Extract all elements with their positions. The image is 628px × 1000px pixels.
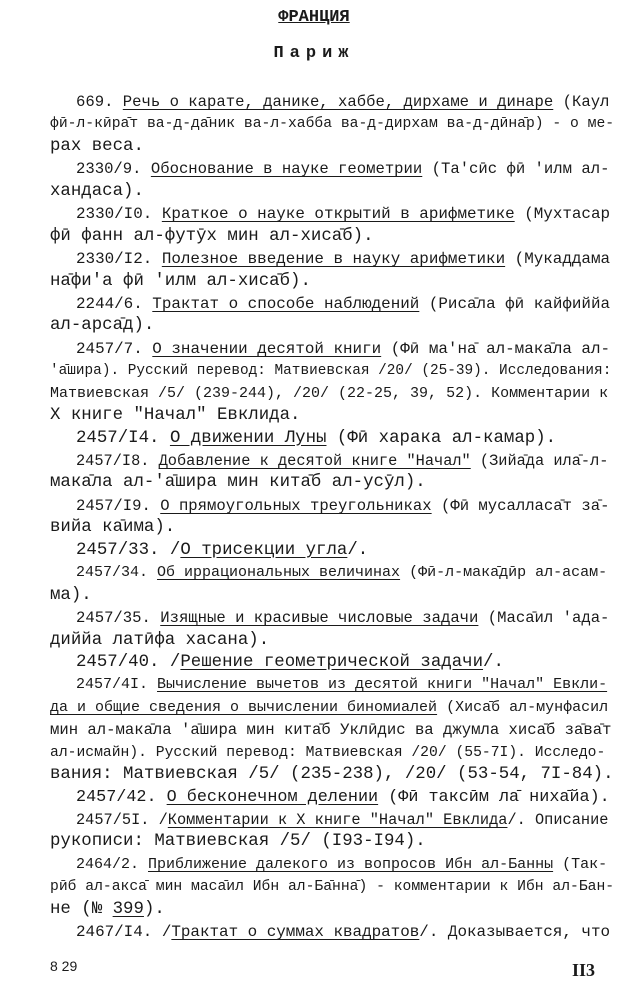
text-line: [50, 607, 616, 629]
text-fragment: 'а̄шира). Русский перевод: Матвиевская /20/ (25-39). Исследования:: [50, 363, 612, 380]
underlined-title: Полезное введение в науку арифметики: [161, 250, 506, 269]
text-line: [50, 719, 616, 741]
catalog-entry: [50, 428, 616, 450]
text-line: [50, 338, 616, 360]
text-fragment: (Та'сӣс фӣ 'илм ал-: [422, 160, 610, 179]
text-fragment: ма).: [50, 585, 92, 605]
text-line: [50, 360, 616, 382]
text-line: [50, 562, 616, 584]
text-fragment: вийа ка̄има).: [50, 518, 176, 538]
text-fragment: ).: [143, 899, 165, 919]
underlined-title: да и общие сведения о вычислении биномиалей: [50, 698, 438, 716]
text-fragment: 2464/2.: [76, 855, 149, 873]
text-line: [50, 899, 616, 921]
text-line: [50, 540, 616, 562]
text-fragment: X книге "Начал" Евклида.: [50, 406, 301, 426]
text-fragment: (Зийа̄да ила̄-л-: [470, 452, 609, 470]
text-line: [50, 697, 616, 719]
text-fragment: ал-арса̄д).: [50, 316, 155, 336]
text-line: [50, 248, 616, 270]
underlined-title: Изящные и красивые числовые задачи: [160, 609, 479, 628]
catalog-entry: [50, 921, 616, 943]
text-fragment: 2457/I9.: [76, 496, 161, 515]
text-fragment: 2330/9.: [76, 160, 151, 179]
text-line: [50, 383, 616, 405]
text-line: [50, 405, 616, 427]
text-line: [50, 450, 616, 472]
catalog-entry: [50, 293, 616, 338]
text-fragment: (Фӣ таксӣм ла̄ ниха̄йа).: [378, 787, 610, 807]
text-fragment: 2457/33. /: [76, 540, 181, 560]
text-fragment: (Маса̄ил 'ада-: [478, 609, 610, 628]
section-heading-city: Париж: [273, 44, 355, 63]
text-fragment: на̄фи'а фӣ 'илм ал-хиса̄б).: [50, 271, 311, 291]
text-fragment: 2467/I4. /: [76, 923, 172, 942]
catalog-entries: [50, 91, 616, 944]
text-line: [50, 854, 616, 876]
text-line: [50, 787, 616, 809]
underlined-title: Речь о карате, данике, хаббе, дирхаме и динаре: [122, 93, 554, 111]
text-fragment: /. Описание: [507, 811, 609, 829]
underlined-title: Трактат о способе наблюдений: [152, 294, 420, 313]
catalog-entry: [50, 248, 616, 293]
underlined-title: 399: [112, 899, 144, 919]
text-fragment: фӣ фанн ал-футӯх мин ал-хиса̄б).: [50, 226, 374, 246]
underlined-title: О движении Луны: [169, 428, 327, 448]
text-fragment: 2457/5I. /: [76, 811, 168, 829]
text-line: [50, 472, 616, 494]
text-line: [50, 495, 616, 517]
text-fragment: (Фӣ мусалласа̄т за̄-: [431, 496, 610, 515]
text-line: [50, 674, 616, 696]
text-fragment: 2457/34.: [76, 564, 158, 582]
text-fragment: (Фӣ харака ал-камар).: [326, 428, 557, 448]
text-fragment: мака̄ла ал-'а̄шира мин кита̄б ал-усӯл).: [50, 473, 426, 493]
text-line: [50, 742, 616, 764]
text-fragment: 2457/35.: [76, 609, 161, 628]
section-heading-country: ФРАНЦИЯ: [278, 8, 350, 27]
text-fragment: /.: [483, 652, 504, 672]
text-line: [50, 876, 616, 898]
text-line: [50, 831, 616, 853]
underlined-title: О трисекции угла: [180, 540, 348, 560]
text-fragment: фӣ-л-кӣра̄т ва-д-да̄ник ва-л-хабба ва-д-дирхам ва-д-дӣна̄р) - о ме-: [50, 116, 615, 133]
text-line: [50, 113, 616, 135]
text-fragment: (Хиса̄б ал-мунфасил: [437, 698, 609, 716]
text-line: [50, 921, 616, 943]
text-fragment: хандаса).: [50, 181, 144, 201]
text-line: [50, 158, 616, 180]
text-fragment: мин ал-мака̄ла 'а̄шира мин кита̄б Уклӣдис ва джумла хиса̄б за̄ва̄т: [50, 721, 612, 740]
text-fragment: 2457/40. /: [76, 652, 181, 672]
text-line: [50, 630, 616, 652]
text-fragment: Матвиевская /5/ (239-244), /20/ (22-25, 39, 52). Комментарии к: [50, 384, 609, 402]
text-fragment: (Риса̄ла фӣ кайфиййа: [419, 294, 611, 313]
page-number: II3: [572, 960, 596, 980]
catalog-entry: [50, 158, 616, 203]
text-line: [50, 226, 616, 248]
footer-signature-mark: 8 29: [50, 958, 78, 974]
text-fragment: (Мухтасар: [514, 205, 611, 224]
underlined-title: Краткое о науке открытий в арифметике: [161, 205, 515, 224]
text-line: [50, 428, 616, 450]
text-line: [50, 315, 616, 337]
text-fragment: (Фӣ ма'на̄ ал-мака̄ла ал-: [381, 339, 611, 358]
text-fragment: 2457/42.: [76, 787, 167, 807]
catalog-entry: [50, 495, 616, 540]
text-fragment: 2457/4I.: [76, 676, 158, 694]
text-line: [50, 585, 616, 607]
underlined-title: Решение геометрической задачи: [180, 652, 484, 672]
text-fragment: (Каул: [553, 93, 610, 111]
text-fragment: рах веса.: [50, 136, 144, 156]
text-line: [50, 809, 616, 831]
underlined-title: Трактат о суммах квадратов: [171, 923, 420, 942]
underlined-title: Добавление к десятой книге "Начал": [158, 452, 471, 470]
catalog-entry: [50, 91, 616, 158]
text-line: [50, 652, 616, 674]
text-fragment: вания: Матвиевская /5/ (235-238), /20/ (53-54, 7I-84).: [50, 765, 614, 785]
catalog-entry: [50, 562, 616, 607]
text-fragment: рӣб ал-акса̄ мин маса̄ил Ибн ал-Ба̄нна̄) - комментарии к Ибн ал-Бан-: [50, 879, 615, 896]
text-fragment: /. Доказывается, что: [419, 923, 611, 942]
underlined-title: Обоснование в науке геометрии: [150, 160, 423, 179]
text-fragment: (Фӣ-л-мака̄дӣр ал-асам-: [400, 564, 608, 582]
text-fragment: 2457/7.: [76, 339, 153, 358]
text-fragment: 669.: [76, 93, 123, 111]
text-fragment: ал-исмайн). Русский перевод: Матвиевская /20/ (55-7I). Исследо-: [50, 744, 606, 761]
underlined-title: О значении десятой книги: [152, 339, 382, 358]
text-fragment: 2457/I4.: [76, 428, 170, 448]
catalog-entry: [50, 450, 616, 495]
text-line: [50, 181, 616, 203]
catalog-entry: [50, 809, 616, 854]
underlined-title: Вычисление вычетов из десятой книги "Начал" Евкли-: [157, 676, 608, 694]
catalog-entry: [50, 607, 616, 652]
text-fragment: рукописи: Матвиевская /5/ (I93-I94).: [50, 832, 426, 852]
text-fragment: 2330/I0.: [76, 205, 162, 224]
text-line: [50, 271, 616, 293]
text-line: [50, 136, 616, 158]
catalog-entry: [50, 203, 616, 248]
underlined-title: Об иррациональных величинах: [157, 564, 401, 582]
catalog-entry: [50, 338, 616, 428]
text-line: [50, 293, 616, 315]
text-fragment: 2244/6.: [76, 294, 153, 313]
text-fragment: 2330/I2.: [76, 250, 162, 269]
text-line: [50, 91, 616, 113]
text-line: [50, 203, 616, 225]
text-fragment: /.: [347, 540, 369, 560]
underlined-title: О прямоугольных треугольниках: [160, 496, 432, 515]
catalog-entry: [50, 854, 616, 921]
catalog-entry: [50, 674, 616, 786]
catalog-entry: [50, 787, 616, 809]
text-fragment: не (№: [50, 899, 113, 919]
underlined-title: Комментарии к X книге "Начал" Евклида: [167, 811, 508, 829]
text-fragment: 2457/I8.: [76, 452, 159, 470]
underlined-title: О бесконечном делении: [166, 787, 379, 807]
catalog-entry: [50, 540, 616, 562]
text-line: [50, 764, 616, 786]
text-fragment: диййа латӣфа хасана).: [50, 630, 270, 650]
underlined-title: Приближение далекого из вопросов Ибн ал-Банны: [148, 855, 554, 873]
text-fragment: (Мукаддама: [505, 250, 611, 269]
text-line: [50, 517, 616, 539]
catalog-entry: [50, 652, 616, 674]
text-fragment: (Так-: [553, 855, 608, 873]
